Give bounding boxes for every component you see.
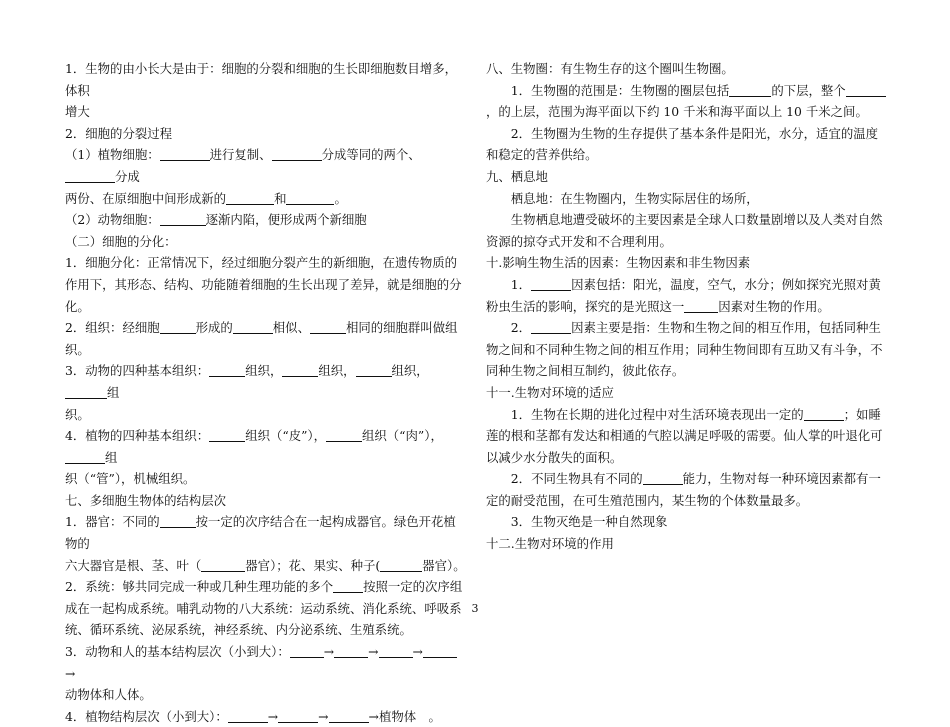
biosphere-heading: 八、生物圈：有生物生存的这个圈叫生物圈。 (486, 61, 734, 76)
habitat-destruction: 生物栖息地遭受破坏的主要因素是全球人口数量剧增以及人类对自然资源的掠夺式开发和不合理利用。 (486, 212, 883, 249)
blank[interactable] (209, 427, 245, 442)
plant-cell-division: （1）植物细胞： 进行复制、 分成等同的两个、分成 两份、在原细胞中间形成新的 和 。 (65, 147, 421, 206)
cell-division-heading: 2．细胞的分裂过程 (65, 125, 173, 141)
blank[interactable] (282, 362, 318, 377)
blank[interactable] (278, 708, 318, 723)
plant-tissues: 4．植物的四种基本组织： 组织（“皮”）， 组织（“肉”），组 织（“管”），机械组织。 (65, 428, 443, 487)
arrow-icon: → (65, 665, 76, 681)
blank[interactable] (272, 146, 322, 161)
blank[interactable] (286, 190, 334, 205)
blank[interactable] (333, 578, 363, 593)
blank[interactable] (65, 168, 115, 183)
extinction-note: 3．生物灭绝是一种自然现象 (510, 514, 668, 530)
left-column (65, 58, 467, 727)
animal-cell-division: （2）动物细胞： 逐渐内陷，便形成两个新细胞 (65, 212, 367, 228)
right-column (486, 58, 890, 555)
cell-differentiation-definition: 1．细胞分化：正常情况下，经过细胞分裂产生的新细胞，在遗传物质的作用下，其形态、结构、功能随着细胞的生长出现了差异，就是细胞的分化。 (65, 255, 462, 314)
blank[interactable] (531, 319, 571, 334)
blank[interactable] (380, 557, 422, 572)
blank[interactable] (160, 513, 196, 528)
adaptation-heading: 十一.生物对环境的适应 (486, 384, 614, 400)
blank[interactable] (160, 211, 206, 226)
blank[interactable] (228, 708, 268, 723)
arrow-icon: → (368, 708, 379, 724)
blank[interactable] (65, 449, 105, 464)
arrow-icon: → (318, 708, 329, 724)
blank[interactable] (729, 82, 771, 97)
plant-structure-levels: 4．植物结构层次（小到大）： → → →植物体 。 (65, 706, 467, 727)
biotic-factors: 2． 因素主要是指：生物和生物之间的相互作用，包括同种生物之间和不同种生物之间的相互作用；同种生物间即有互助又有斗争，不同种生物之间相互制约，彼此依存。 (486, 320, 883, 379)
blank[interactable] (356, 362, 392, 377)
blank[interactable] (326, 427, 362, 442)
factors-heading: 十.影响生物生活的因素：生物因素和非生物因素 (486, 255, 751, 271)
adaptation-example: 1．生物在长期的进化过程中对生活环境表现出一定的 ；如睡莲的根和茎都有发达和相通的气腔以满足呼吸的需要。仙人掌的叶退化可以减少水分散失的面积。 (486, 406, 883, 465)
blank[interactable] (804, 406, 844, 421)
blank[interactable] (65, 384, 107, 399)
arrow-icon: → (267, 708, 279, 724)
blank[interactable] (160, 319, 196, 334)
blank[interactable] (310, 319, 346, 334)
blank[interactable] (531, 276, 571, 291)
structure-levels-heading: 七、多细胞生物体的结构层次 (65, 492, 227, 508)
animal-tissues: 3．动物的四种基本组织： 组织， 组织， 组织，组 织。 (65, 363, 429, 422)
blank[interactable] (423, 643, 457, 658)
blank[interactable] (329, 708, 369, 723)
cell-growth-point: 1．生物的由小长大是由于：细胞的分裂和细胞的生长即细胞数目增多，体积 增大 (65, 61, 457, 120)
blank[interactable] (846, 82, 886, 97)
biosphere-range: 1．生物圈的范围是：生物圈的圈层包括 的下层，整个，的上层，范围为海平面以下约 10 千米和海平面以上 10 千米之间。 (486, 80, 890, 123)
blank[interactable] (226, 190, 274, 205)
habitat-definition: 栖息地：在生物圈内，生物实际居住的场所， (510, 190, 759, 206)
tolerance-range: 2．不同生物具有不同的 能力，生物对每一种环境因素都有一定的耐受范围，在可生殖范围内，某生物的个体数量最多。 (486, 471, 881, 508)
tissue-definition: 2．组织：经细胞 形成的 相似、 相同的细胞群叫做组织。 (65, 320, 458, 357)
blank[interactable] (379, 643, 413, 658)
arrow-icon: → (412, 644, 423, 660)
cell-differentiation-heading: （二）细胞的分化： (65, 233, 177, 249)
arrow-icon: → (323, 644, 335, 660)
organ-definition: 1．器官：不同的 按一定的次序结合在一起构成器官。绿色开花植物的 六大器官是根、茎、叶（ 器官）；花、果实、种子( 器官）。 (65, 514, 466, 573)
organism-effect-heading: 十二.生物对环境的作用 (486, 536, 614, 552)
arrow-icon: → (368, 644, 379, 660)
blank[interactable] (209, 362, 245, 377)
biosphere-conditions: 2．生物圈为生物的生存提供了基本条件是阳光，水分，适宜的温度和稳定的营养供给。 (486, 125, 879, 163)
blank[interactable] (233, 319, 273, 334)
blank[interactable] (643, 470, 683, 485)
blank[interactable] (201, 557, 245, 572)
animal-structure-levels: 3．动物和人的基本结构层次（小到大）： → → →→ 动物体和人体。 (65, 641, 467, 706)
habitat-heading: 九、栖息地 (486, 168, 548, 184)
blank[interactable] (290, 643, 324, 658)
system-definition: 2．系统：够共同完成一种或几种生理功能的多个 按照一定的次序组成在一起构成系统。哺乳动物的八大系统：运动系统、消化系统、呼吸系统、循环系统、泌尿系统，神经系统、内分泌系统、生殖系统。 (65, 579, 463, 638)
blank[interactable] (334, 643, 368, 658)
blank[interactable] (684, 298, 718, 313)
page-number: 3 (471, 602, 479, 615)
blank[interactable] (160, 146, 210, 161)
abiotic-factors: 1． 因素包括：阳光，温度，空气，水分；例如探究光照对黄粉虫生活的影响，探究的是光照这一 因素对生物的作用。 (486, 276, 881, 314)
